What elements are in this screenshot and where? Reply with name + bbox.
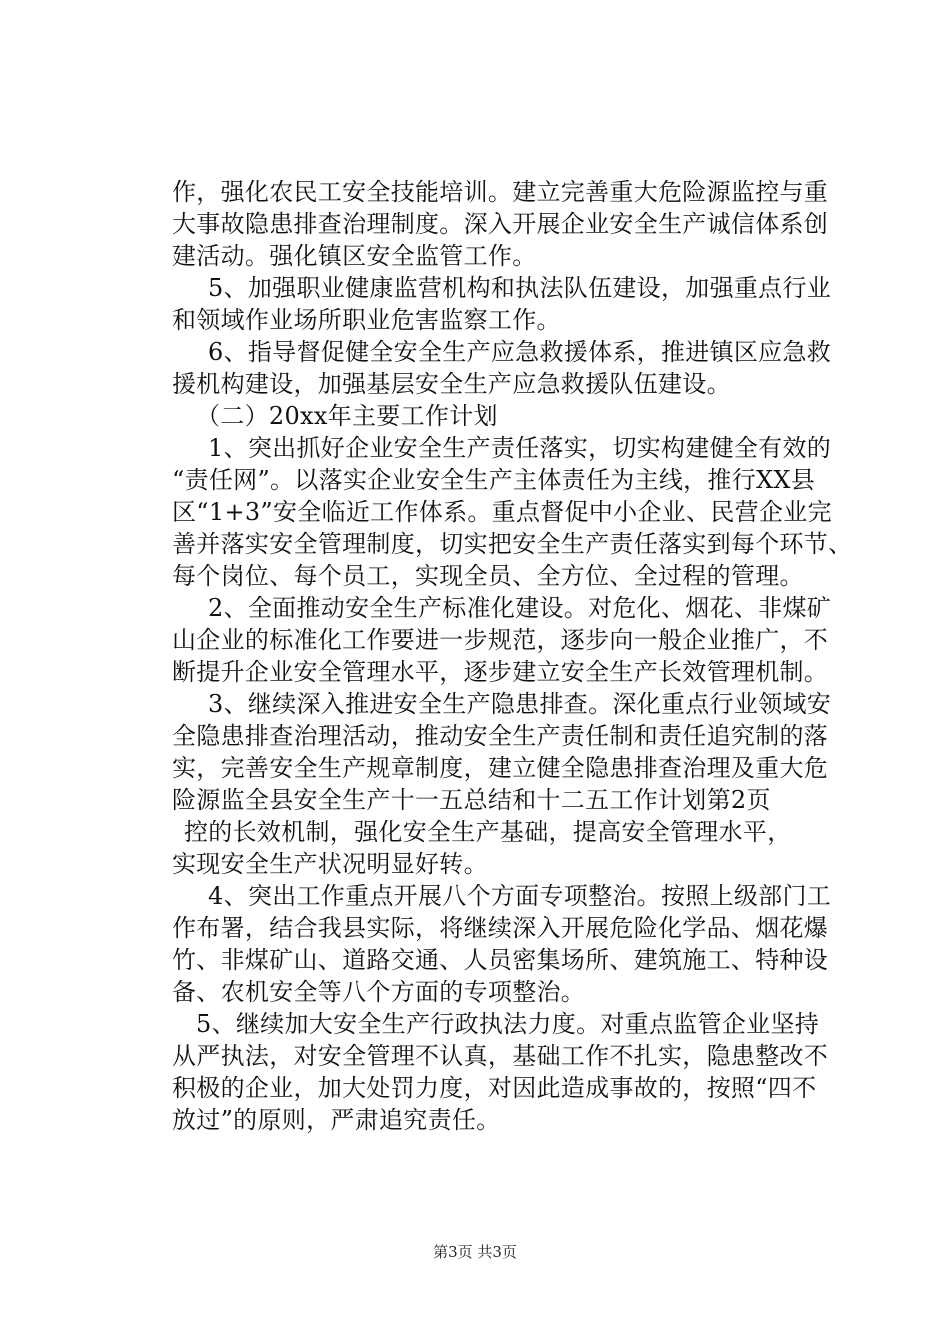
text-line: 每个岗位、每个员工，实现全员、全方位、全过程的管理。 — [172, 562, 804, 590]
text-line: 区“1+3”安全临近工作体系。重点督促中小企业、民营企业完 — [172, 498, 832, 526]
text-line: 积极的企业，加大处罚力度，对因此造成事故的，按照“四不 — [172, 1074, 817, 1102]
text-line: 险源监全县安全生产十一五总结和十二五工作计划第2页 — [172, 786, 771, 814]
plan-item-3-start: 3、继续深入推进安全生产隐患排查。深化重点行业领域安 — [208, 690, 832, 718]
text-line: 大事故隐患排查治理制度。深入开展企业安全生产诚信体系创 — [172, 210, 829, 238]
text-line: 和领域作业场所职业危害监察工作。 — [172, 306, 561, 334]
text-line: 全隐患排查治理活动，推动安全生产责任制和责任追究制的落 — [172, 722, 829, 750]
text-line: 断提升企业安全管理水平，逐步建立安全生产长效管理机制。 — [172, 658, 829, 686]
text-line: 实，完善安全生产规章制度，建立健全隐患排查治理及重大危 — [172, 754, 829, 782]
text-line: 建活动。强化镇区安全监管工作。 — [172, 242, 537, 270]
paragraph-6-start: 6、指导督促健全安全生产应急救援体系，推进镇区应急救 — [208, 338, 832, 366]
page-number-footer: 第3页 共3页 — [433, 1243, 517, 1261]
text-line: 竹、非煤矿山、道路交通、人员密集场所、建筑施工、特种设 — [172, 946, 829, 974]
text-line: 实现安全生产状况明显好转。 — [172, 850, 488, 878]
paragraph-5-start: 5、加强职业健康监营机构和执法队伍建设，加强重点行业 — [208, 274, 832, 302]
text-line: 善并落实安全管理制度，切实把安全生产责任落实到每个环节、 — [172, 530, 853, 558]
plan-item-4-start: 4、突出工作重点开展八个方面专项整治。按照上级部门工 — [208, 882, 832, 910]
text-line: 山企业的标准化工作要进一步规范，逐步向一般企业推广，不 — [172, 626, 829, 654]
text-line: 备、农机安全等八个方面的专项整治。 — [172, 978, 586, 1006]
plan-item-5-start: 5、继续加大安全生产行政执法力度。对重点监管企业坚持 — [196, 1010, 820, 1038]
text-line: 作，强化农民工安全技能培训。建立完善重大危险源监控与重 — [172, 178, 829, 206]
plan-item-1-start: 1、突出抓好企业安全生产责任落实，切实构建健全有效的 — [208, 434, 832, 462]
text-line: 从严执法，对安全管理不认真，基础工作不扎实，隐患整改不 — [172, 1042, 829, 1070]
section-heading: （二）20xx年主要工作计划 — [196, 402, 498, 430]
text-line: “责任网”。以落实企业安全生产主体责任为主线，推行XX县 — [172, 466, 816, 494]
text-line: 控的长效机制，强化安全生产基础，提高安全管理水平， — [184, 818, 792, 846]
text-line: 放过”的原则，严肃追究责任。 — [172, 1106, 501, 1134]
text-line: 援机构建设，加强基层安全生产应急救援队伍建设。 — [172, 370, 731, 398]
text-line: 作布署，结合我县实际，将继续深入开展危险化学品、烟花爆 — [172, 914, 829, 942]
plan-item-2-start: 2、全面推动安全生产标准化建设。对危化、烟花、非煤矿 — [208, 594, 832, 622]
